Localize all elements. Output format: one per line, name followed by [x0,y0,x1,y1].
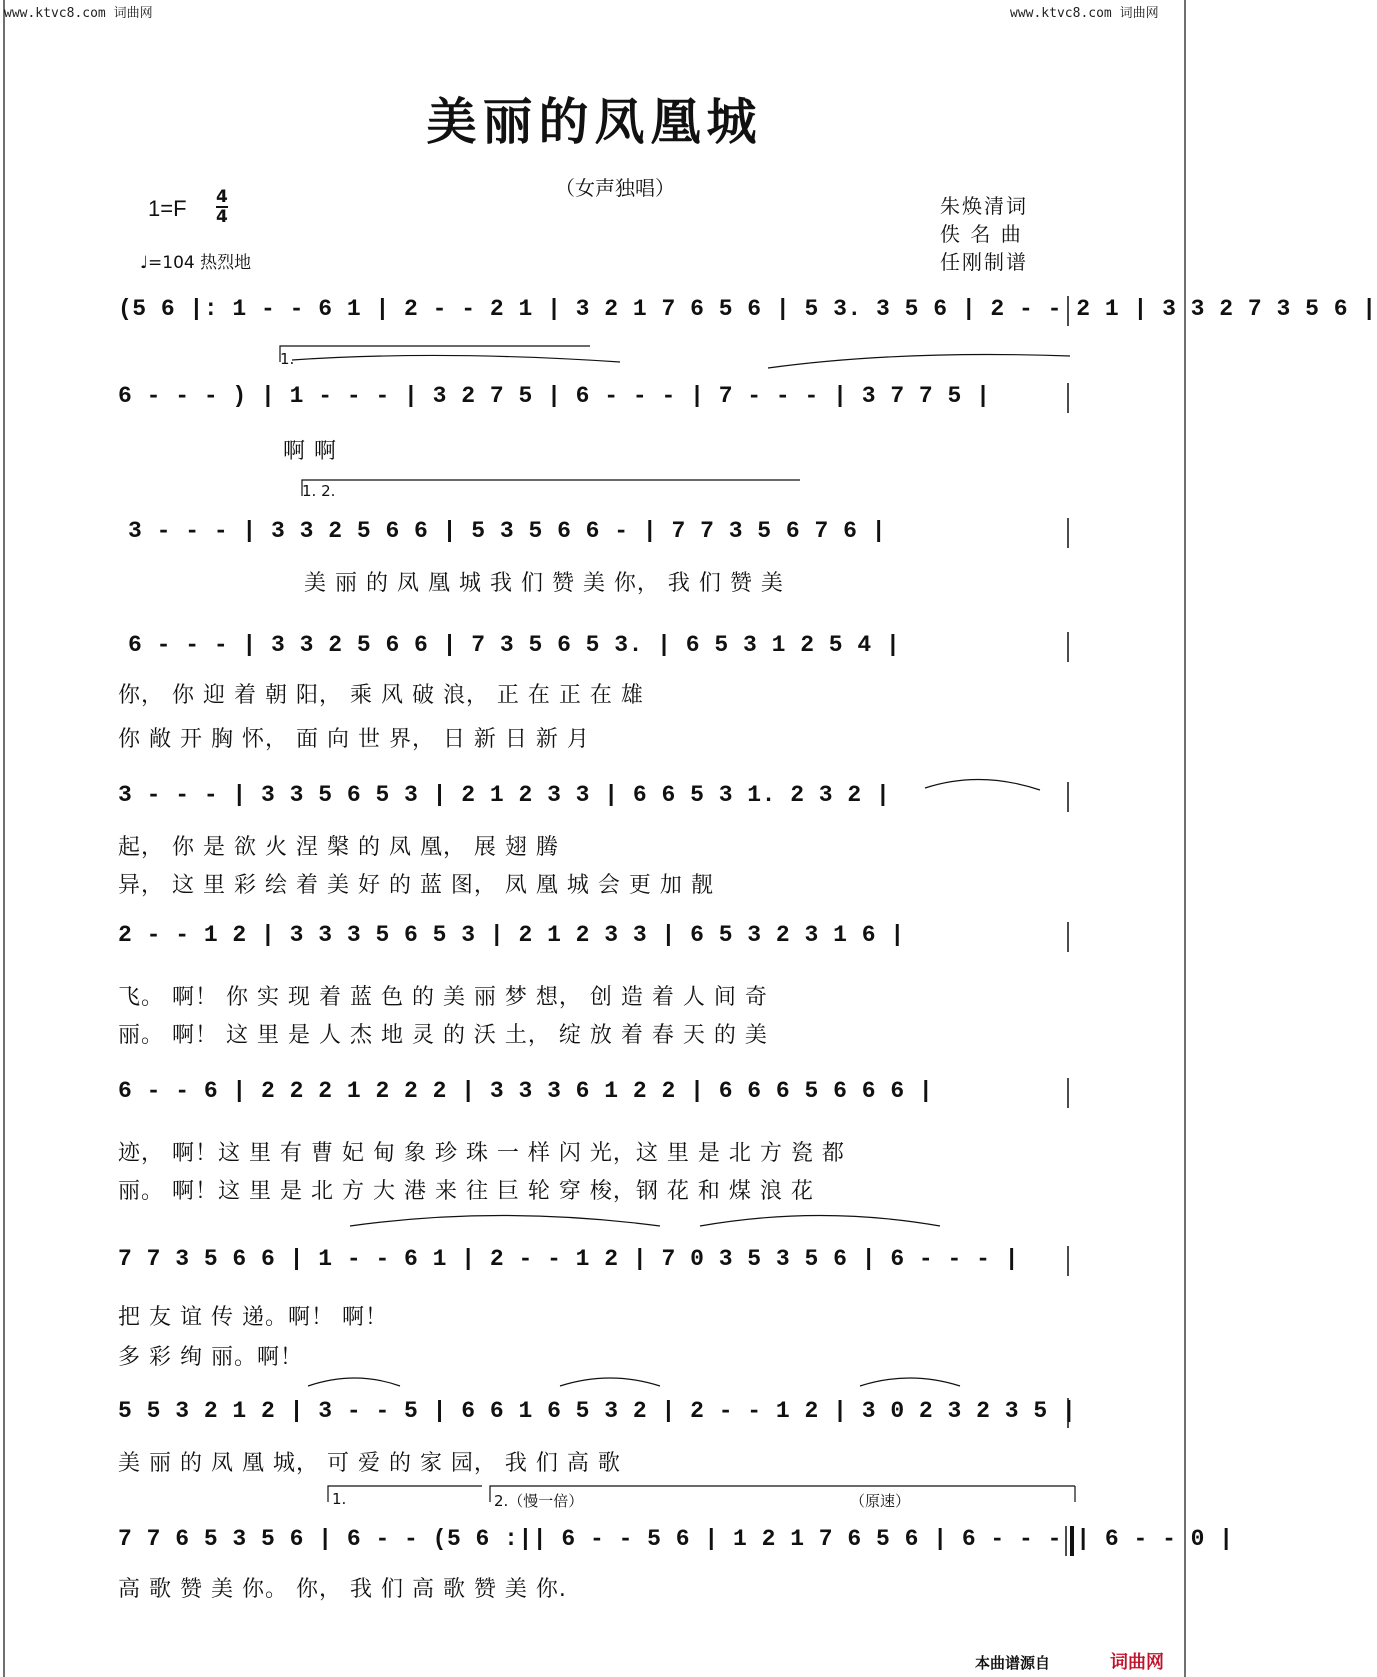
volta-bracket-3 [302,480,800,496]
slur-2b [768,355,1070,369]
watermark-right: www.ktvc8.com 词曲网 [1010,6,1159,21]
system-6-notes: 2 - - 1 2 | 3 3 3 5 6 5 3 | 2 1 2 3 3 | 6 5 3 2 3 1 6 | [118,922,905,948]
volta-bracket-2 [280,346,590,362]
slur-2a [292,355,620,362]
volta-bracket-10a [328,1486,482,1502]
watermark-left: www.ktvc8.com 词曲网 [4,6,153,21]
slur-9a [308,1378,400,1386]
slur-8b [700,1216,940,1227]
subtitle: （女声独唱） [555,176,675,200]
system-5-lyrics-2: 异， 这 里 彩 绘 着 美 好 的 蓝 图， 凤 凰 城 会 更 加 靓 [118,873,714,898]
system-3-notes: 3 - - - | 3 3 2 5 6 6 | 5 3 5 6 6 - | 7 7 3 5 6 7 6 | [128,518,887,544]
arranger: 任刚制谱 [940,250,1028,274]
system-6-lyrics-2: 丽。 啊！ 这 里 是 人 杰 地 灵 的 沃 土， 绽 放 着 春 天 的 美 [118,1023,768,1048]
system-5-lyrics-1: 起， 你 是 欲 火 涅 槃 的 凤 凰， 展 翅 腾 [118,835,559,860]
system-4-lyrics-1: 你， 你 迎 着 朝 阳， 乘 风 破 浪， 正 在 正 在 雄 [118,683,644,708]
system-2-notes: 6 - - - ) | 1 - - - | 3 2 7 5 | 6 - - - | 7 - - - | 3 7 7 5 | [118,383,991,409]
system-10-tempo-mark: （原速） [850,1492,911,1510]
slur-5 [925,779,1040,790]
volta-bracket-10b [490,1486,1075,1502]
system-10-volta-1: 1. [332,1490,347,1508]
system-7-lyrics-1: 迹， 啊！这 里 有 曹 妃 甸 象 珍 珠 一 样 闪 光，这 里 是 北 方 瓷 都 [118,1141,845,1166]
time-top: 4 [216,187,228,207]
system-8-lyrics-1: 把 友 谊 传 递。啊！ 啊！ [118,1305,388,1330]
key-signature: 1=F [148,196,187,221]
site-logo[interactable]: 词曲网 [1110,1652,1164,1673]
slur-9c [860,1378,960,1386]
slur-9b [560,1378,660,1386]
source-note: 本曲谱源自 [975,1654,1051,1672]
system-8-notes: 7 7 3 5 6 6 | 1 - - 6 1 | 2 - - 1 2 | 7 0 3 5 3 5 6 | 6 - - - | [118,1246,1020,1272]
system-2-volta: 1. [280,350,295,368]
system-3-volta: 1. 2. [302,482,336,500]
system-9-notes: 5 5 3 2 1 2 | 3 - - 5 | 6 6 1 6 5 3 2 | 2 - - 1 2 | 3 0 2 3 2 3 5 | [118,1398,1077,1424]
time-bottom: 4 [216,207,228,227]
system-1-notes: (5 6 |: 1 - - 6 1 | 2 - - 2 1 | 3 2 1 7 6 5 6 | 5 3. 3 5 6 | 2 - - 2 1 | 3 3 2 7 3 5 6 | [118,296,1377,322]
system-10-volta-2: 2.（慢一倍） [494,1492,584,1510]
system-5-notes: 3 - - - | 3 3 5 6 5 3 | 2 1 2 3 3 | 6 6 5 3 1. 2 3 2 | [118,782,891,808]
system-9-lyrics: 美 丽 的 凤 凰 城， 可 爱 的 家 园， 我 们 高 歌 [118,1451,621,1476]
system-10-lyrics: 高 歌 赞 美 你。 你， 我 们 高 歌 赞 美 你. [118,1577,567,1602]
composer: 佚 名 曲 [940,222,1023,246]
tempo-marking: ♩=104 热烈地 [140,253,252,273]
slur-8a [350,1216,660,1227]
system-3-lyrics: 美 丽 的 凤 凰 城 我 们 赞 美 你， 我 们 赞 美 [304,571,784,596]
system-6-lyrics-1: 飞。 啊！ 你 实 现 着 蓝 色 的 美 丽 梦 想， 创 造 着 人 间 奇 [118,985,768,1010]
song-title: 美丽的凤凰城 [426,92,763,151]
system-7-lyrics-2: 丽。 啊！这 里 是 北 方 大 港 来 往 巨 轮 穿 梭，钢 花 和 煤 浪 花 [118,1179,814,1204]
lyricist: 朱焕清词 [940,194,1028,218]
system-4-notes: 6 - - - | 3 3 2 5 6 6 | 7 3 5 6 5 3. | 6 5 3 1 2 5 4 | [128,632,901,658]
system-8-lyrics-2: 多 彩 绚 丽。啊！ [118,1345,303,1370]
system-4-lyrics-2: 你 敞 开 胸 怀， 面 向 世 界， 日 新 日 新 月 [118,727,590,752]
system-7-notes: 6 - - 6 | 2 2 2 1 2 2 2 | 3 3 3 6 1 2 2 | 6 6 6 5 6 6 6 | [118,1078,934,1104]
system-2-lyrics: 啊 啊 [283,439,337,464]
system-10-notes: 7 7 6 5 3 5 6 | 6 - - (5 6 :|| 6 - - 5 6 | 1 2 1 7 6 5 6 | 6 - - - | 6 - - 0 | [118,1526,1234,1552]
